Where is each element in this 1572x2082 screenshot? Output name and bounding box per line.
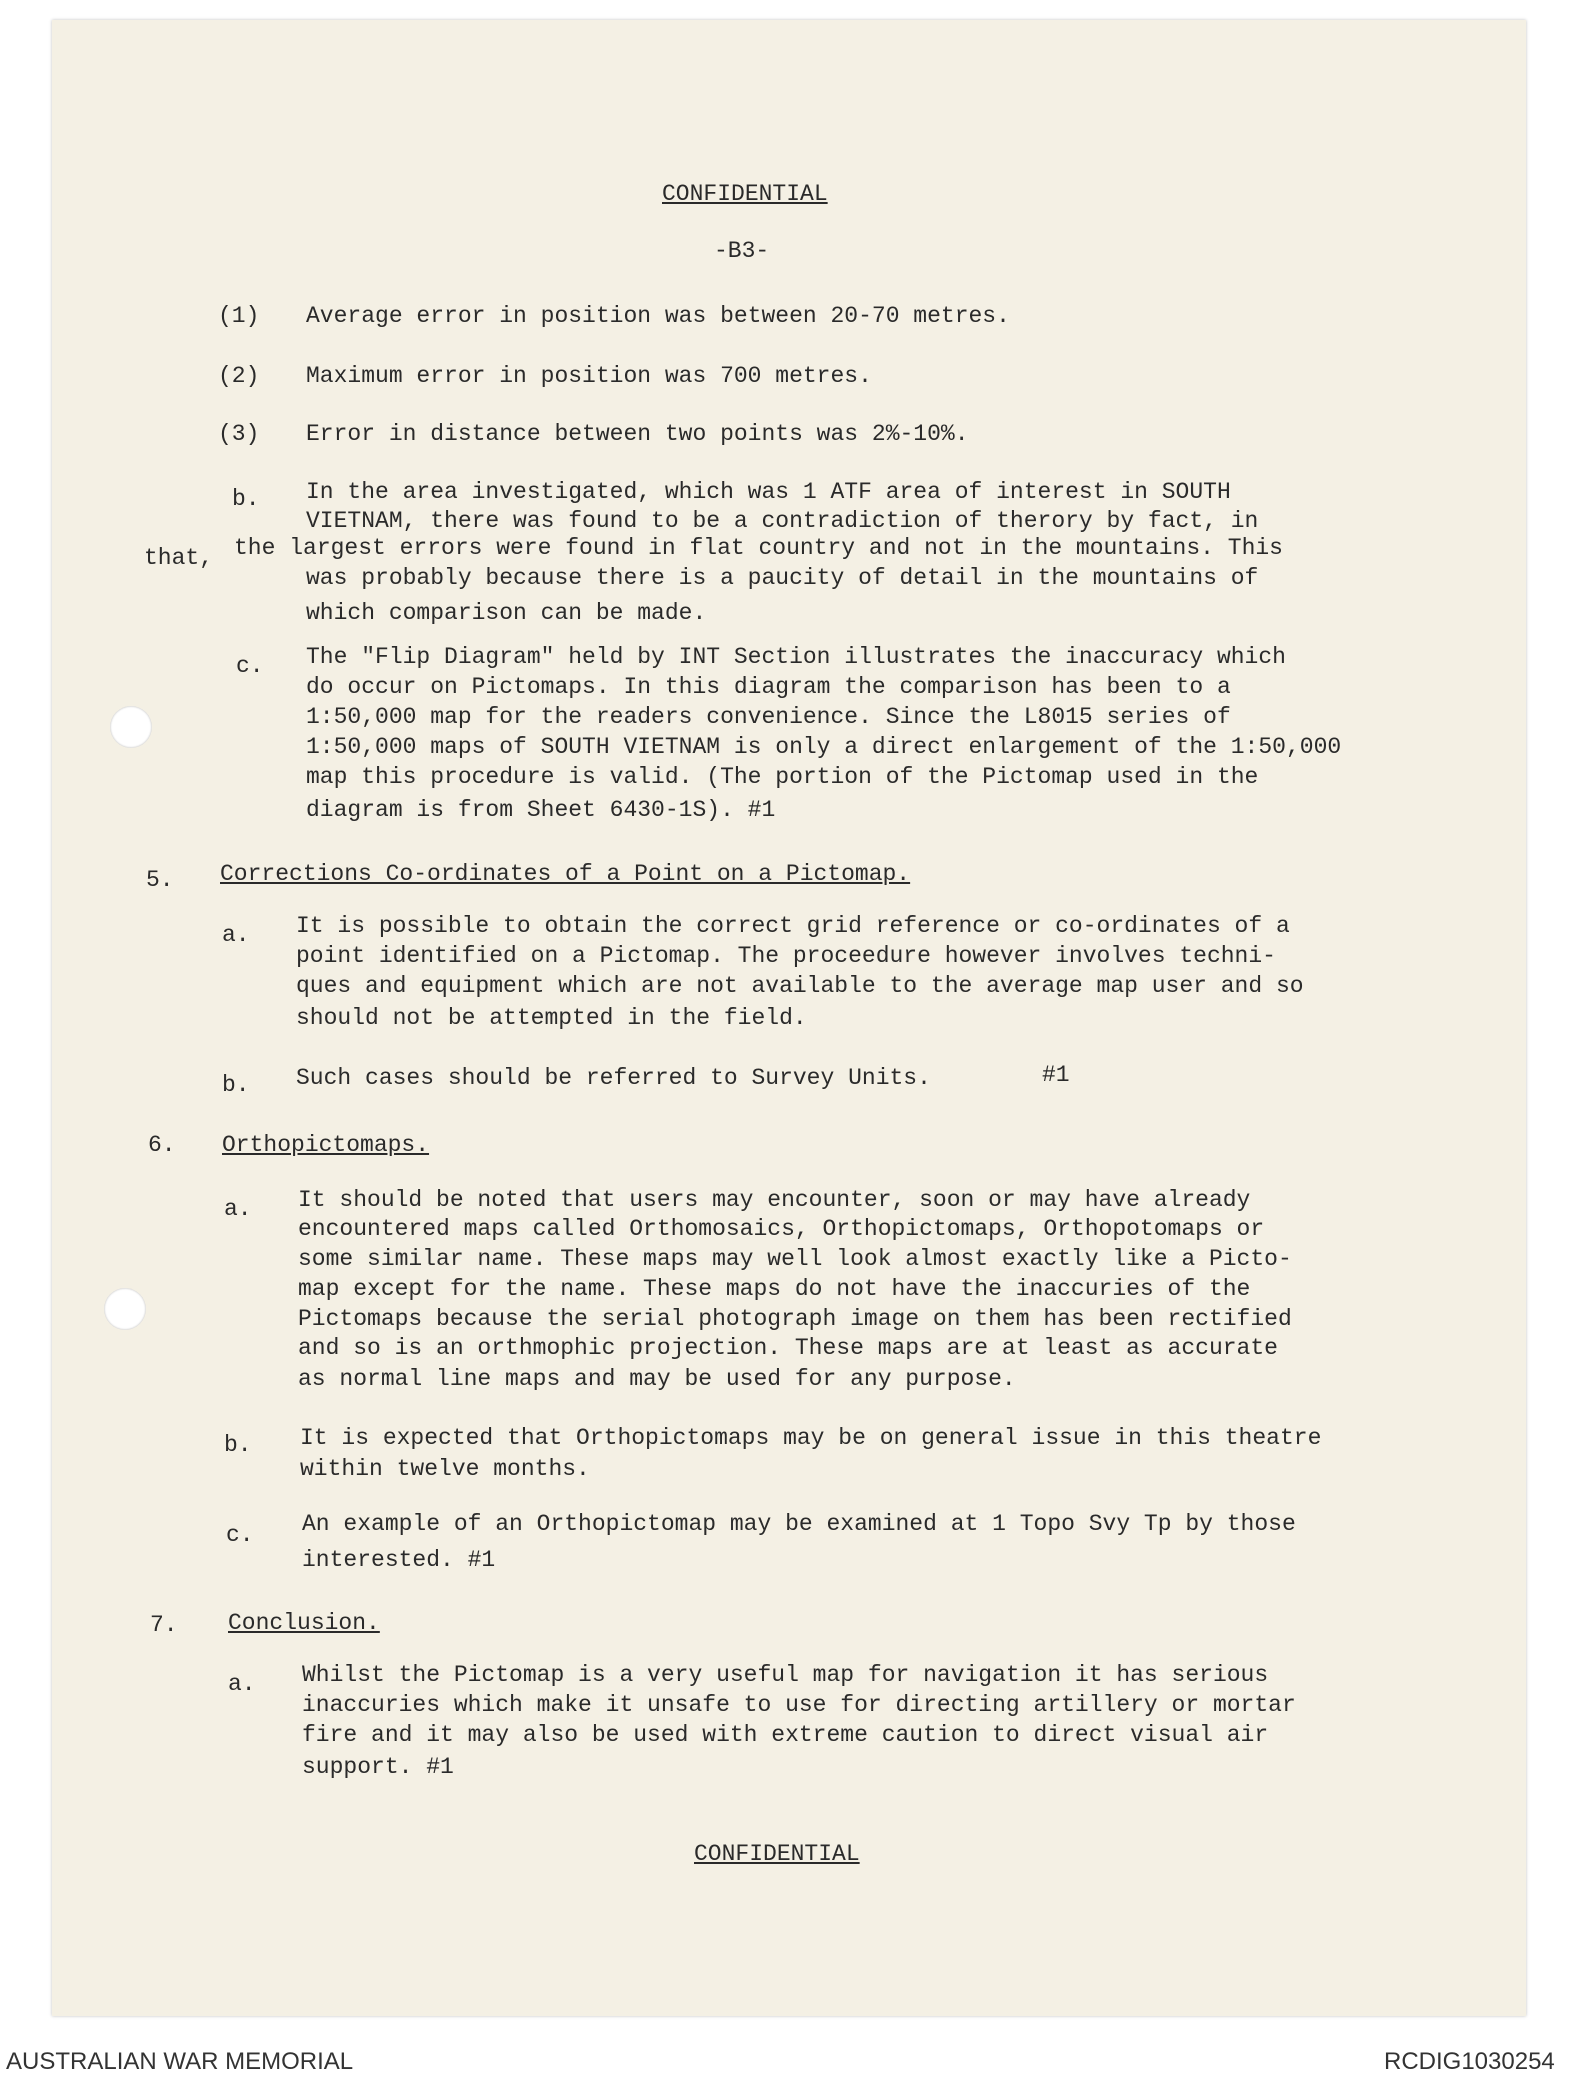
- para-line: which comparison can be made.: [306, 600, 707, 626]
- para-line: It is expected that Orthopictomaps may be on general issue in this theatre: [300, 1425, 1322, 1451]
- section-number: 5.: [146, 867, 174, 893]
- para-label: a.: [224, 1196, 252, 1222]
- section-number: 6.: [148, 1132, 176, 1158]
- item-text: Error in distance between two points was 2%-10%.: [306, 421, 969, 447]
- footer-classification: CONFIDENTIAL: [694, 1841, 860, 1867]
- para-line: 1:50,000 map for the readers convenience. Since the L8015 series of: [306, 704, 1231, 730]
- archive-name: AUSTRALIAN WAR MEMORIAL: [6, 2048, 354, 2075]
- para-line: map this procedure is valid. (The portion of the Pictomap used in the: [306, 764, 1259, 790]
- para-line: fire and it may also be used with extreme caution to direct visual air: [302, 1722, 1269, 1748]
- para-line: interested. #1: [302, 1547, 496, 1573]
- para-line: the largest errors were found in flat country and not in the mountains. This: [234, 535, 1283, 561]
- para-line: point identified on a Pictomap. The proceedure however involves techni-: [296, 943, 1276, 969]
- margin-word: that,: [144, 545, 214, 571]
- item-number: (2): [218, 363, 260, 389]
- section-title: Corrections Co-ordinates of a Point on a Pictomap.: [220, 861, 911, 887]
- para-line: Whilst the Pictomap is a very useful map for navigation it has serious: [302, 1662, 1269, 1688]
- reference-mark: #1: [1042, 1062, 1070, 1088]
- para-line: It is possible to obtain the correct grid reference or co-ordinates of a: [296, 913, 1290, 939]
- page-number: -B3-: [714, 238, 770, 264]
- para-line: should not be attempted in the field.: [296, 1005, 807, 1031]
- para-line: map except for the name. These maps do not have the inaccuries of the: [298, 1276, 1251, 1302]
- para-line: An example of an Orthopictomap may be examined at 1 Topo Svy Tp by those: [302, 1511, 1296, 1537]
- para-label: a.: [222, 922, 250, 948]
- item-number: (1): [218, 303, 260, 329]
- para-label: a.: [228, 1671, 256, 1697]
- para-label: b.: [222, 1072, 250, 1098]
- archive-id: RCDIG1030254: [1384, 2048, 1555, 2075]
- para-line: some similar name. These maps may well look almost exactly like a Picto-: [298, 1246, 1292, 1272]
- para-label: b.: [232, 486, 260, 512]
- para-line: VIETNAM, there was found to be a contradiction of therory by fact, in: [306, 508, 1259, 534]
- section-number: 7.: [150, 1612, 178, 1638]
- section-title: Orthopictomaps.: [222, 1132, 430, 1158]
- para-line: and so is an orthmophic projection. These maps are at least as accurate: [298, 1335, 1278, 1361]
- para-line: encountered maps called Orthomosaics, Orthopictomaps, Orthopotomaps or: [298, 1216, 1265, 1242]
- para-line: support. #1: [302, 1754, 454, 1780]
- para-line: do occur on Pictomaps. In this diagram the comparison has been to a: [306, 674, 1231, 700]
- para-label: c.: [226, 1522, 254, 1548]
- para-line: Pictomaps because the serial photograph image on them has been rectified: [298, 1306, 1292, 1332]
- para-line: was probably because there is a paucity of detail in the mountains of: [306, 565, 1259, 591]
- para-line: It should be noted that users may encounter, soon or may have already: [298, 1187, 1251, 1213]
- para-line: The "Flip Diagram" held by INT Section illustrates the inaccuracy which: [306, 644, 1286, 670]
- section-title: Conclusion.: [228, 1610, 380, 1636]
- para-line: inaccuries which make it unsafe to use for directing artillery or mortar: [302, 1692, 1296, 1718]
- para-label: b.: [224, 1432, 252, 1458]
- para-line: diagram is from Sheet 6430-1S). #1: [306, 797, 776, 823]
- punch-hole: [110, 706, 152, 748]
- punch-hole: [104, 1288, 146, 1330]
- para-label: c.: [236, 653, 264, 679]
- para-line: In the area investigated, which was 1 ATF area of interest in SOUTH: [306, 479, 1231, 505]
- para-line: 1:50,000 maps of SOUTH VIETNAM is only a direct enlargement of the 1:50,000: [306, 734, 1342, 760]
- para-line: within twelve months.: [300, 1456, 590, 1482]
- item-text: Average error in position was between 20-70 metres.: [306, 303, 1010, 329]
- header-classification: CONFIDENTIAL: [662, 181, 828, 207]
- para-line: as normal line maps and may be used for any purpose.: [298, 1366, 1016, 1392]
- item-number: (3): [218, 421, 260, 447]
- para-line: ques and equipment which are not available to the average map user and so: [296, 973, 1304, 999]
- item-text: Maximum error in position was 700 metres.: [306, 363, 872, 389]
- para-line: Such cases should be referred to Survey Units.: [296, 1065, 931, 1091]
